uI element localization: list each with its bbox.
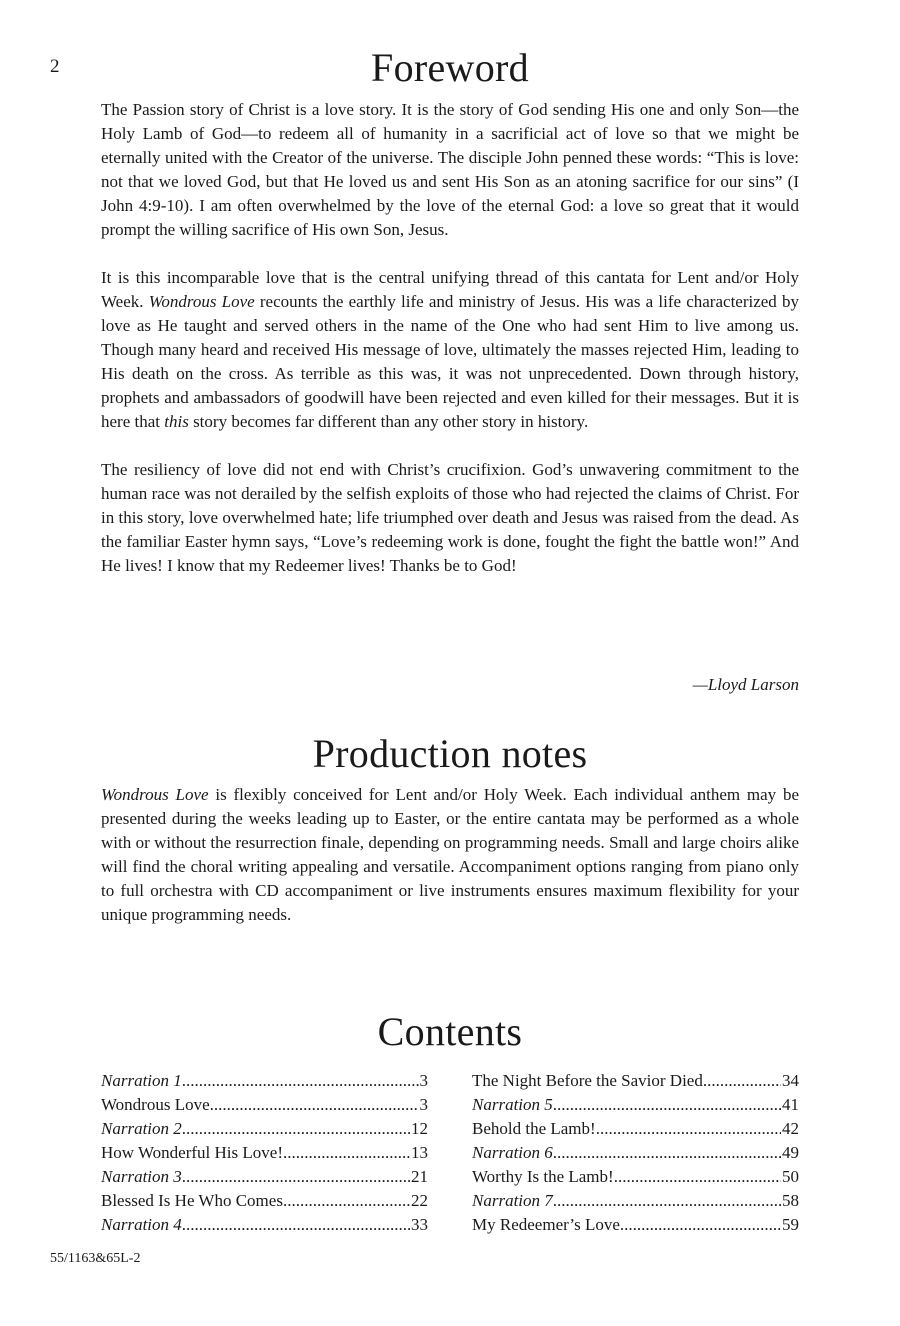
toc-entry-title: Narration 3 [101,1167,182,1186]
production-title-ref: Wondrous Love [101,785,209,804]
toc-entry-title: Worthy Is the Lamb! [472,1167,614,1186]
toc-entry [472,1117,799,1141]
foreword-p2-text-c: story becomes far different than any other story in history. [188,412,589,431]
toc-leader-dots [210,1093,419,1117]
toc-leader-dots [283,1189,410,1213]
toc-leader-dots [620,1213,781,1237]
foreword-paragraph-2 [101,266,799,434]
page-number: 2 [50,56,60,77]
toc-entry [101,1141,428,1165]
toc-entry [472,1165,799,1189]
production-notes-body [101,783,799,927]
toc-entry [101,1117,428,1141]
toc-entry-page: 50 [782,1167,799,1186]
toc-leader-dots [283,1141,410,1165]
foreword-body [101,98,799,578]
foreword-p2-text-a: It is this incomparable love that is the central unifying thread of this cantata for Lent and/or Holy Week. [101,268,799,311]
toc-entry-title: Narration 5 [472,1095,553,1114]
toc-entry-page: 3 [419,1095,428,1114]
toc-entry-page: 33 [411,1215,428,1234]
toc-leader-dots [182,1069,419,1093]
toc-entry [472,1213,799,1237]
toc-leader-dots [703,1069,781,1093]
foreword-paragraph-3: The resiliency of love did not end with Christ’s crucifixion. God’s unwavering commitment to the human race was not derailed by the selfish exploits of those who had rejected the claims of Christ. For in this story, love overwhelmed hate; life triumphed over death and Jesus was raised from the dead. As the familiar Easter hymn says, “Love’s redeeming work is done, fought the fight the battle won!” And He lives! I know that my Redeemer lives! Thanks be to God! [101,460,799,575]
toc-entry [472,1069,799,1093]
toc-entry [101,1069,428,1093]
toc-entry [101,1093,428,1117]
toc-entry-page: 12 [411,1119,428,1138]
toc-leader-dots [553,1189,781,1213]
cantata-title-ref: Wondrous Love [148,292,255,311]
toc-entry [472,1093,799,1117]
toc-entry [472,1189,799,1213]
toc-entry-title: Wondrous Love [101,1095,210,1114]
author-signature: —Lloyd Larson [692,675,799,694]
toc-leader-dots [553,1141,781,1165]
toc-entry [101,1189,428,1213]
toc-entry-title: Blessed Is He Who Comes [101,1191,283,1210]
emphasis-this: this [164,412,189,431]
toc-entry-page: 3 [419,1071,428,1090]
contents-left-column [101,1069,428,1237]
foreword-title: Foreword [371,45,529,90]
toc-leader-dots [182,1165,410,1189]
toc-entry-page: 34 [782,1071,799,1090]
toc-entry [472,1141,799,1165]
toc-leader-dots [182,1117,410,1141]
toc-entry-title: Narration 1 [101,1071,182,1090]
toc-leader-dots [553,1093,781,1117]
contents-title: Contents [377,1009,523,1054]
toc-entry-page: 49 [782,1143,799,1162]
toc-entry-title: Narration 4 [101,1215,182,1234]
toc-entry-title: Behold the Lamb! [472,1119,596,1138]
toc-leader-dots [182,1213,410,1237]
foreword-p2-text-b: recounts the earthly life and ministry of Jesus. His was a life characterized by love as He taught and served others in the name of the One who had sent Him to live among us. Though many heard and received His message of love, ultimately the masses rejected Him, leading to His death on the cross. As terrible as this was, it was not unprecedented. Down through history, prophets and ambassadors of goodwill have been rejected and even killed for their messages. But it is here that [101,292,800,431]
toc-entry-page: 41 [782,1095,799,1114]
contents-right-column [472,1069,799,1237]
production-notes-text: is flexibly conceived for Lent and/or Holy Week. Each individual anthem may be presented during the weeks leading up to Easter, or the entire cantata may be performed as a whole with or without the resurrection finale, depending on programming needs. Small and large choirs alike will find the choral writing appealing and versatile. Accompaniment options ranging from piano only to full orchestra with CD accompaniment or live instruments ensures maximum flexibility for your unique programming needs. [101,785,800,924]
toc-entry [101,1165,428,1189]
toc-entry-page: 59 [782,1215,799,1234]
toc-leader-dots [596,1117,781,1141]
toc-entry-page: 42 [782,1119,799,1138]
toc-entry-title: Narration 6 [472,1143,553,1162]
toc-entry [101,1213,428,1237]
toc-entry-title: My Redeemer’s Love [472,1215,620,1234]
toc-leader-dots [614,1165,781,1189]
toc-entry-title: Narration 7 [472,1191,553,1210]
toc-entry-page: 58 [782,1191,799,1210]
toc-entry-title: How Wonderful His Love! [101,1143,283,1162]
production-notes-paragraph [101,783,799,927]
toc-entry-page: 22 [411,1191,428,1210]
toc-entry-page: 13 [411,1143,428,1162]
toc-entry-page: 21 [411,1167,428,1186]
footer-catalog-code: 55/1163&65L-2 [50,1251,141,1266]
toc-entry-title: Narration 2 [101,1119,182,1138]
toc-entry-title: The Night Before the Savior Died [472,1071,703,1090]
foreword-paragraph-1: The Passion story of Christ is a love story. It is the story of God sending His one and only Son—the Holy Lamb of God—to redeem all of humanity in a sacrificial act of love so that we might be eternally united with the Creator of the universe. The disciple John penned these words: “This is love: not that we loved God, but that He loved us and sent His Son as an atoning sacrifice for our sins” (I John 4:9-10). I am often overwhelmed by the love of the eternal God: a love so great that it would prompt the willing sacrifice of His own Son, Jesus. [101,100,799,239]
production-notes-title: Production notes [312,731,588,776]
